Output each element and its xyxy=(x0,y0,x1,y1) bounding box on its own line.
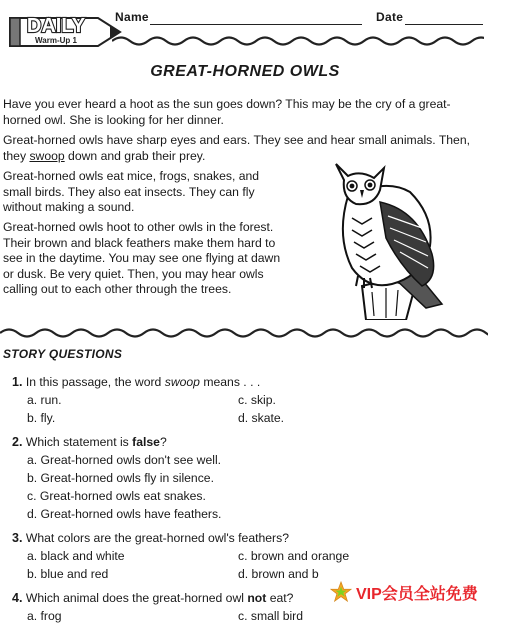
answer-option[interactable]: c. skip. xyxy=(238,393,276,407)
answer-option[interactable]: a. Great-horned owls don't see well. xyxy=(27,453,222,467)
question-text: ? xyxy=(159,435,167,449)
answer-option[interactable]: a. frog xyxy=(27,609,62,623)
answer-option[interactable]: c. brown and orange xyxy=(238,549,350,563)
watermark-text: VIP会员全站免费 xyxy=(356,585,478,603)
logo-brand: DAILY xyxy=(26,15,86,37)
passage-paragraph-1: Have you ever heard a hoot as the sun goes down? This may be the cry of a great-horned owl. She is looking for her dinner. xyxy=(3,97,451,127)
question-emphasis: false xyxy=(132,435,160,449)
owl-illustration xyxy=(322,158,452,320)
answer-option[interactable]: b. blue and red xyxy=(27,567,109,581)
question-text: Which statement is xyxy=(25,435,133,449)
question-number: 1. xyxy=(12,375,23,389)
question-number: 4. xyxy=(12,591,23,605)
question-text: In this passage, the word xyxy=(25,375,165,389)
name-field[interactable] xyxy=(150,24,362,25)
answer-option[interactable]: b. Great-horned owls fly in silence. xyxy=(27,471,214,485)
vip-watermark xyxy=(330,578,512,606)
star-icon xyxy=(330,581,352,603)
question-text: Which animal does the great-horned owl xyxy=(25,591,248,605)
question-text: What colors are the great-horned owl's feathers? xyxy=(25,531,289,545)
date-field[interactable] xyxy=(405,24,483,25)
answer-option[interactable]: d. brown and b xyxy=(238,567,319,581)
answer-option[interactable]: c. Great-horned owls eat snakes. xyxy=(27,489,206,503)
daily-warmup-logo xyxy=(4,2,122,56)
page-title: GREAT-HORNED OWLS xyxy=(150,63,340,80)
question-1 xyxy=(12,375,260,389)
answer-option[interactable]: c. small bird xyxy=(238,609,304,623)
date-label: Date xyxy=(376,10,404,24)
question-text: eat? xyxy=(266,591,294,605)
passage-text: Great-horned owls have sharp eyes and ears. They see and hear small animals. Then, they xyxy=(3,133,470,163)
answer-option[interactable]: a. run. xyxy=(27,393,62,407)
passage-paragraph-4: Great-horned owls hoot to other owls in the forest. Their brown and black feathers make them hard to see in the daytime. You may see one flying at dawn or dusk. Be very quiet. Then, you may hear owls calling out to each other through the trees. xyxy=(3,220,281,296)
passage-text: down and grab their prey. xyxy=(64,148,206,163)
question-3 xyxy=(12,531,289,545)
name-label: Name xyxy=(115,10,149,24)
header-wave-divider xyxy=(112,34,484,48)
question-2 xyxy=(12,435,167,449)
answer-option[interactable]: d. skate. xyxy=(238,411,285,425)
logo-subtitle: Warm-Up 1 xyxy=(35,36,77,45)
underlined-word: swoop xyxy=(29,148,65,163)
story-questions-heading: STORY QUESTIONS xyxy=(3,347,123,361)
question-text: means . . . xyxy=(199,375,261,389)
section-wave-divider xyxy=(0,326,488,340)
passage-paragraph-3: Great-horned owls eat mice, frogs, snakes, and small birds. They also eat insects. They can fly without making a sound. xyxy=(3,169,260,214)
question-emphasis: swoop xyxy=(164,375,200,389)
question-number: 3. xyxy=(12,531,23,545)
question-number: 2. xyxy=(12,435,23,449)
question-emphasis: not xyxy=(247,591,267,605)
question-4 xyxy=(12,591,293,605)
answer-option[interactable]: a. black and white xyxy=(27,549,125,563)
answer-option[interactable]: d. Great-horned owls have feathers. xyxy=(27,507,222,521)
answer-option[interactable]: b. fly. xyxy=(27,411,56,425)
